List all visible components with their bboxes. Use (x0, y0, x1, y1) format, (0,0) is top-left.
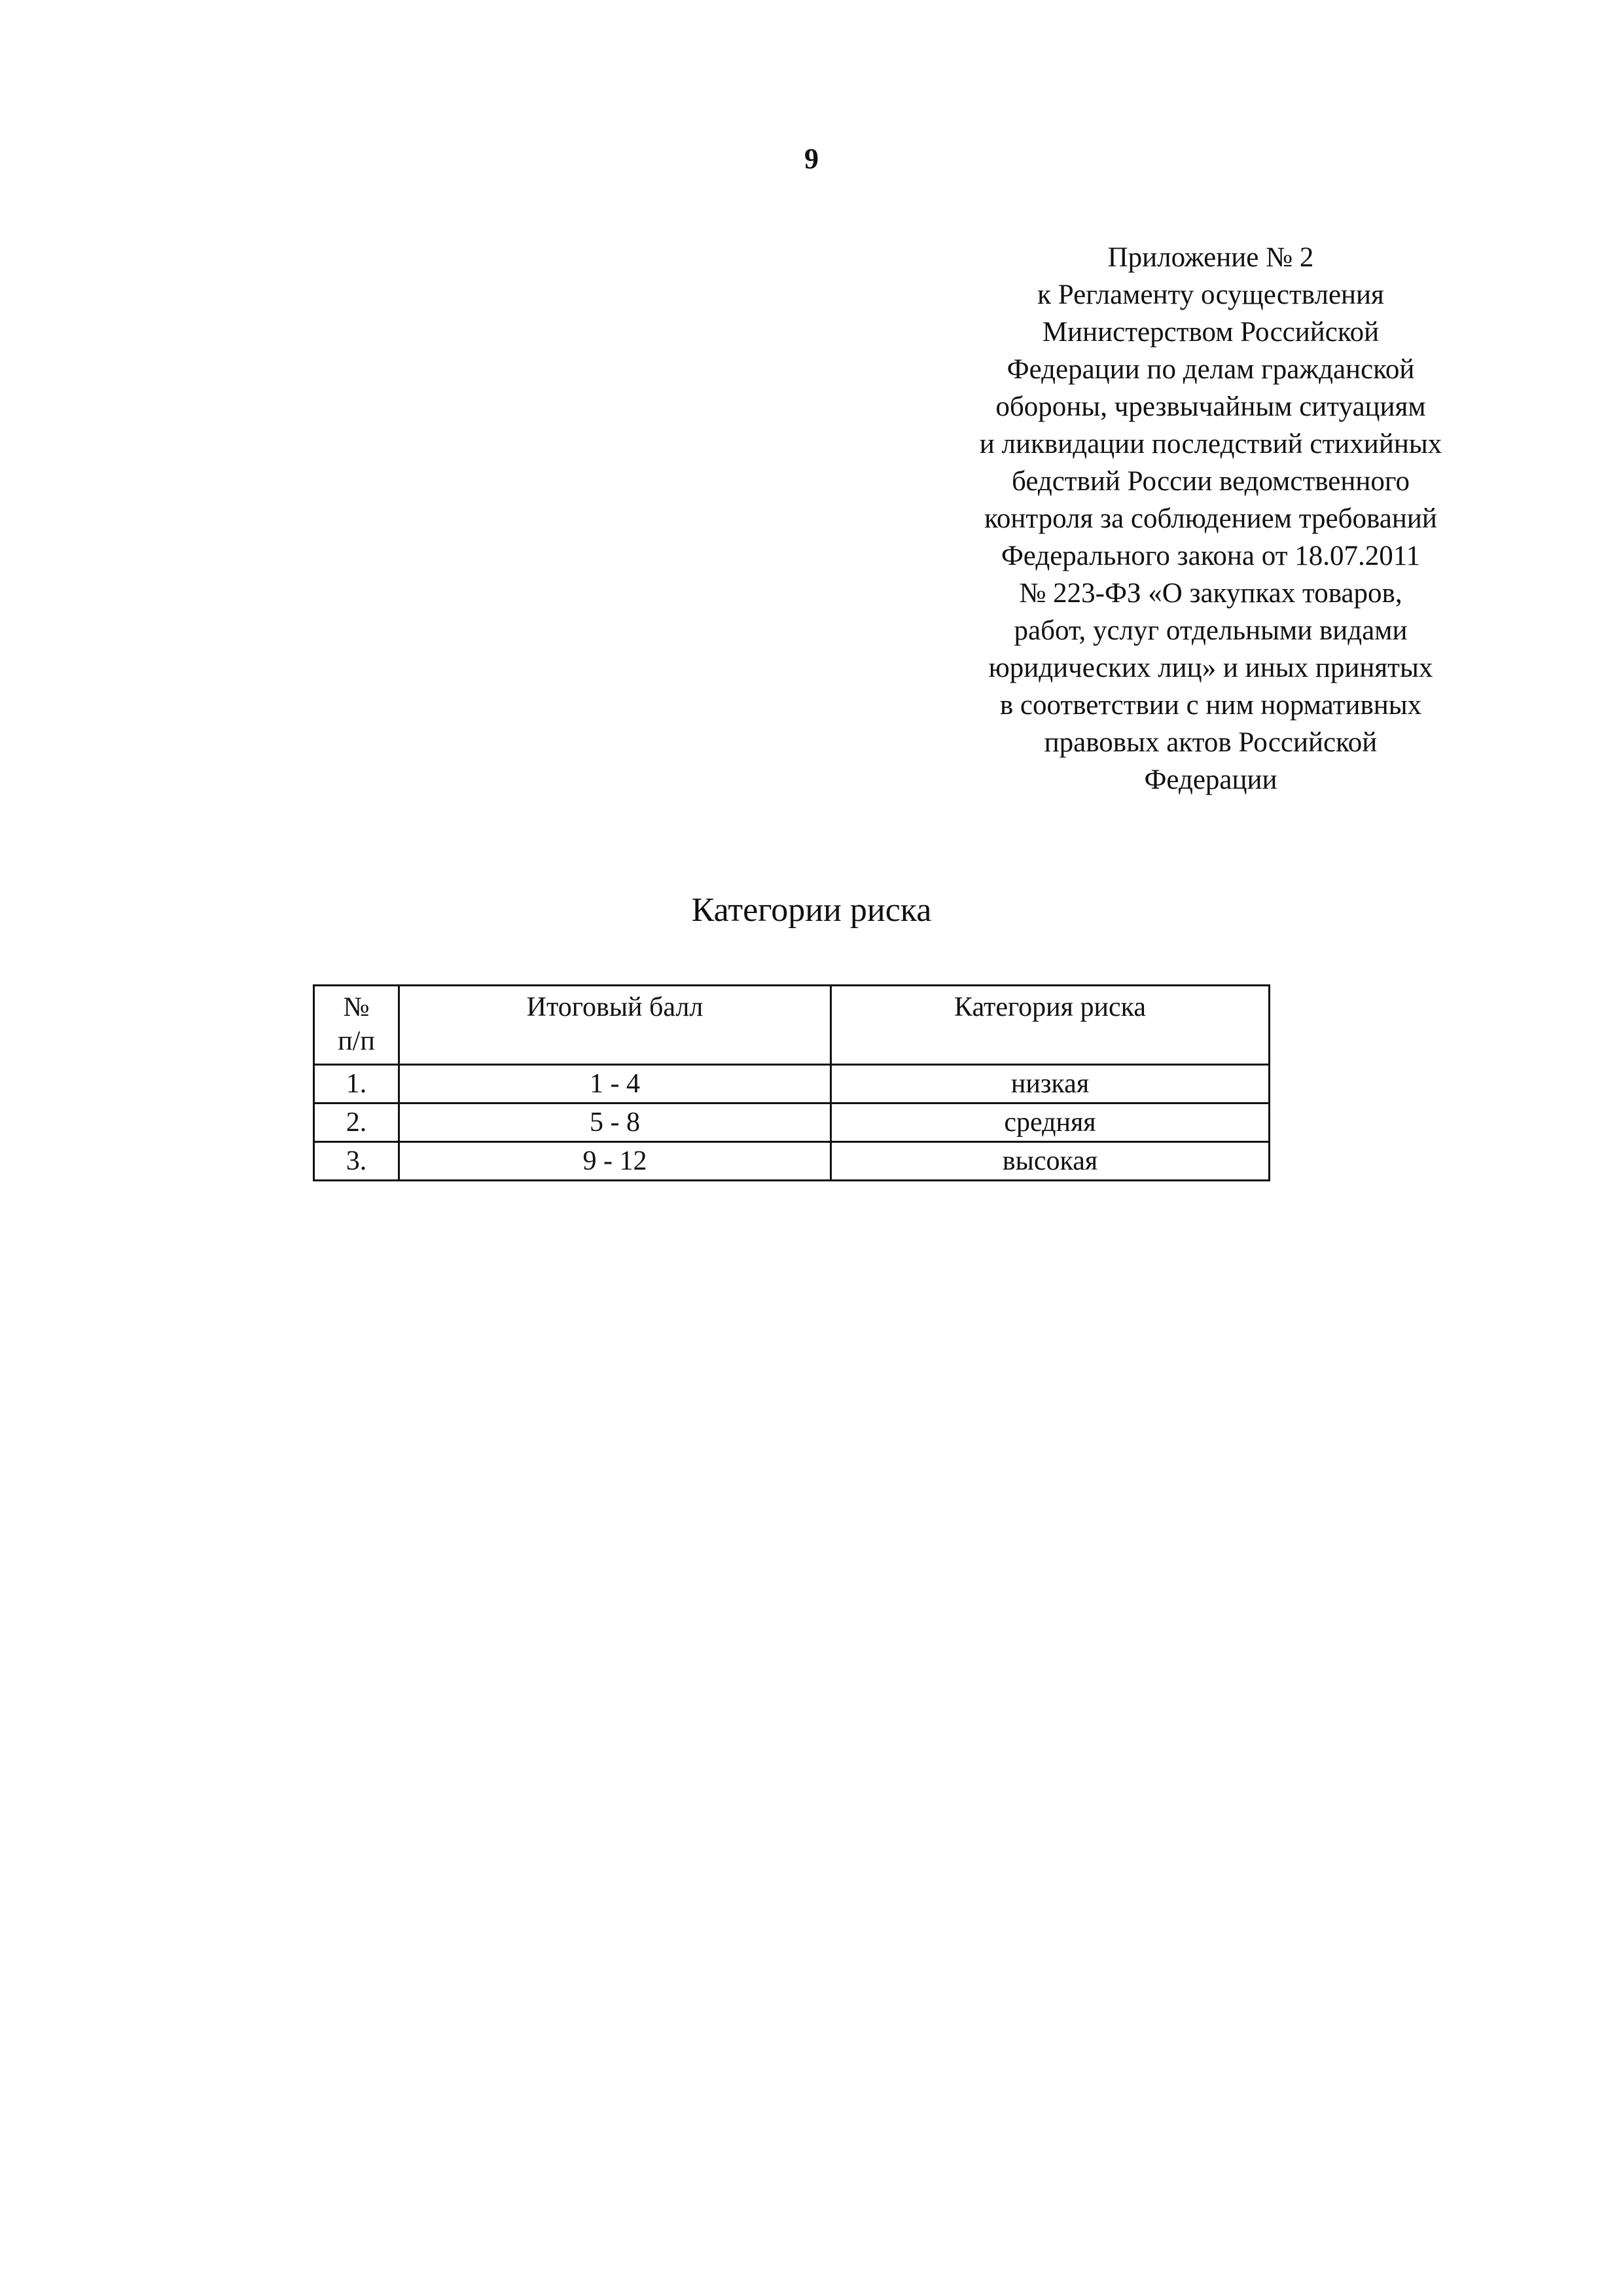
appendix-line: бедствий России ведомственного (1012, 466, 1410, 497)
appendix-line: в соответствии с ним нормативных (999, 690, 1422, 721)
appendix-line: юридических лиц» и иных принятых (988, 653, 1433, 683)
appendix-line: Федерации по делам гражданской (1007, 354, 1415, 385)
row-score: 9 - 12 (399, 1142, 831, 1181)
table-row (314, 1103, 1270, 1142)
row-category: низкая (831, 1065, 1270, 1103)
row-category: средняя (831, 1103, 1270, 1142)
appendix-line: Приложение № 2 (1107, 242, 1314, 273)
row-number: 3. (314, 1142, 399, 1181)
appendix-line: правовых актов Российской (1044, 727, 1378, 758)
appendix-line: и ликвидации последствий стихийных (979, 429, 1442, 459)
table-row (314, 1142, 1270, 1181)
row-category: высокая (831, 1142, 1270, 1181)
row-score: 5 - 8 (399, 1103, 831, 1142)
appendix-line: № 223-ФЗ «О закупках товаров, (1019, 578, 1402, 609)
appendix-header (903, 239, 1518, 798)
appendix-line: контроля за соблюдением требований (984, 503, 1437, 534)
appendix-line: к Регламенту осуществления (1037, 279, 1384, 310)
risk-categories-table (313, 984, 1270, 1181)
header-number (314, 986, 399, 1065)
appendix-line: Федерации (1144, 764, 1277, 795)
header-number-symbol: № (343, 992, 370, 1022)
appendix-line: Федерального закона от 18.07.2011 (1001, 541, 1421, 571)
document-title: Категории риска (691, 891, 932, 929)
table-header-row (314, 986, 1270, 1065)
appendix-line: обороны, чрезвычайным ситуациям (995, 391, 1426, 422)
header-risk-category: Категория риска (831, 986, 1270, 1065)
row-number: 1. (314, 1065, 399, 1103)
header-total-score: Итоговый балл (399, 986, 831, 1065)
table-row (314, 1065, 1270, 1103)
row-number: 2. (314, 1103, 399, 1142)
header-number-pp: п/п (338, 1026, 375, 1056)
appendix-line: Министерством Российской (1042, 317, 1380, 348)
appendix-line: работ, услуг отдельными видами (1014, 615, 1408, 646)
page-number: 9 (804, 143, 819, 175)
row-score: 1 - 4 (399, 1065, 831, 1103)
